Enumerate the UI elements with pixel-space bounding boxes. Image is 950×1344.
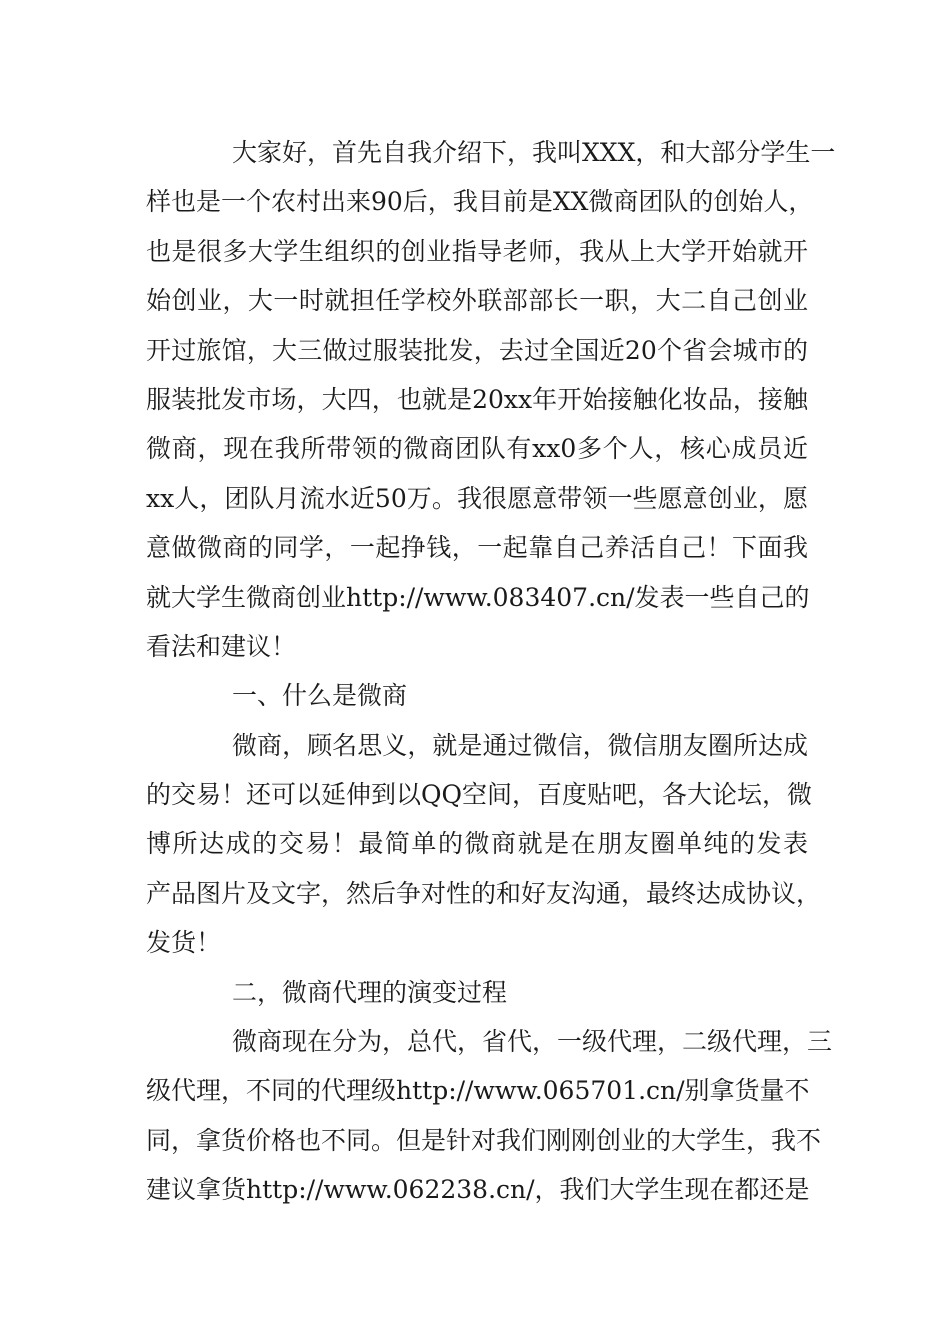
text-line: 级代理，不同的代理级http://www.065701.cn/别拿货量不 — [146, 1076, 810, 1106]
text-line: 样也是一个农村出来90后，我目前是XX微商团队的创始人， — [146, 187, 814, 217]
text-line: 产品图片及文字，然后争对性的和好友沟通，最终达成协议， — [146, 878, 822, 908]
text-line: 服装批发市场，大四，也就是20xx年开始接触化妆品，接触 — [146, 384, 808, 414]
text-line: 就大学生微商创业http://www.083407.cn/发表一些自己的 — [146, 582, 810, 612]
paragraph-intro — [146, 128, 836, 671]
text-line: 同，拿货价格也不同。但是针对我们刚刚创业的大学生，我不 — [146, 1125, 822, 1155]
section-heading-1 — [146, 671, 808, 720]
text-line: 大家好，首先自我介绍下，我叫XXX，和大部分学生一 — [232, 138, 836, 167]
text-line: 微商，顾名思义，就是通过微信，微信朋友圈所达成 — [232, 730, 808, 760]
text-line: 的交易！还可以延伸到以QQ空间，百度贴吧，各大论坛，微 — [146, 780, 812, 810]
section-heading: 二，微商代理的演变过程 — [232, 977, 508, 1007]
section-heading-2 — [146, 968, 808, 1017]
text-line: 开过旅馆，大三做过服装批发，去过全国近20个省会城市的 — [146, 335, 808, 365]
text-line: 微商，现在我所带领的微商团队有xx0多个人，核心成员近 — [146, 434, 808, 464]
text-line: 建议拿货http://www.062238.cn/，我们大学生现在都还是 — [146, 1175, 810, 1205]
text-line: 博所达成的交易！最简单的微商就是在朋友圈单纯的发表 — [146, 829, 808, 859]
paragraph-what-is — [146, 721, 822, 968]
text-line: 微商现在分为，总代，省代，一级代理，二级代理，三 — [232, 1027, 833, 1057]
text-line: 意做微商的同学，一起挣钱，一起靠自己养活自己！下面我 — [146, 533, 808, 563]
text-line: 始创业，大一时就担任学校外联部部长一职，大二自己创业 — [146, 286, 808, 316]
section-heading: 一、什么是微商 — [232, 681, 408, 711]
text-line: 发货！ — [146, 928, 222, 958]
text-line: 也是很多大学生组织的创业指导老师，我从上大学开始就开 — [146, 236, 808, 266]
text-line: xx人，团队月流水近50万。我很愿意带领一些愿意创业，愿 — [146, 483, 808, 513]
document-body — [146, 128, 836, 1215]
text-line: 看法和建议！ — [146, 631, 297, 661]
paragraph-evolution — [146, 1017, 833, 1215]
